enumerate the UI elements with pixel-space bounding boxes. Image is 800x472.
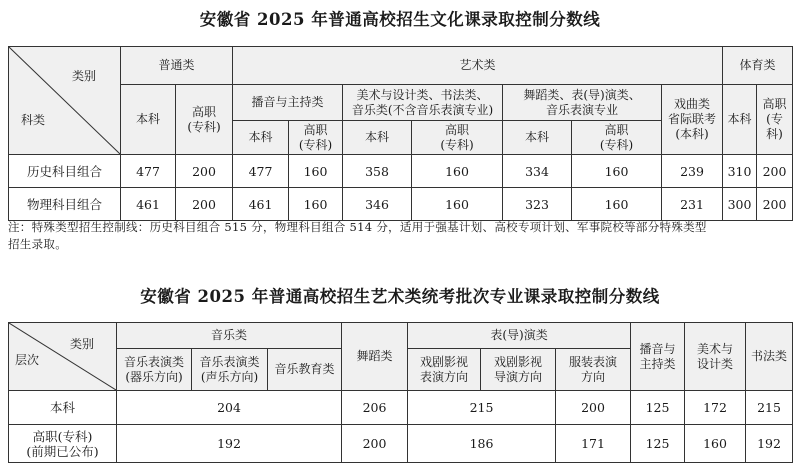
cell: 231 [662, 188, 723, 221]
group-putong: 普通类 [121, 47, 233, 85]
table1-note: 注：特殊类型招生控制线：历史科目组合 515 分，物理科目组合 514 分，适用于强基计划、高校专项计划、军事院校等部分特殊类型 招生录取。 [8, 220, 707, 251]
cell: 200 [757, 155, 793, 188]
cell: 160 [412, 188, 503, 221]
cell: 323 [503, 188, 572, 221]
cell: 160 [412, 155, 503, 188]
cell-yinyue: 204 [117, 391, 342, 425]
meishu-gaozhi-header: 高职 (专科) [412, 121, 503, 155]
putong-gaozhi-header: 高职 (专科) [176, 85, 233, 155]
cell-wudao: 206 [342, 391, 408, 425]
cell: 300 [723, 188, 757, 221]
group-tiyu: 体育类 [723, 47, 793, 85]
table-row [9, 425, 793, 463]
table2-corner-category: 类别 [69, 337, 94, 351]
sub-fuzhuang-header: 服装表演 方向 [556, 349, 631, 391]
cell-biaoyan: 215 [408, 391, 556, 425]
cell-meishu: 172 [685, 391, 746, 425]
table2-corner-level: 层次 [15, 353, 40, 367]
cell: 461 [233, 188, 289, 221]
cell: 477 [233, 155, 289, 188]
cell-shufa: 215 [746, 391, 793, 425]
cell-wudao: 200 [342, 425, 408, 463]
sub-wudao-header: 舞蹈类、表(导)演类、 音乐表演专业 [503, 85, 662, 121]
meishu-benke-header: 本科 [343, 121, 412, 155]
table-row [9, 155, 793, 188]
group-wudao: 舞蹈类 [342, 323, 408, 391]
cell-fuzhuang: 171 [556, 425, 631, 463]
wudao-benke-header: 本科 [503, 121, 572, 155]
sub-jiaoyu-header: 音乐教育类 [268, 349, 342, 391]
sub-qiyue-header: 音乐表演类 (器乐方向) [117, 349, 192, 391]
sub-shengyue-header: 音乐表演类 (声乐方向) [192, 349, 268, 391]
group-meishu: 美术与 设计类 [685, 323, 746, 391]
cell: 160 [572, 155, 662, 188]
group-yishu: 艺术类 [233, 47, 723, 85]
cell: 160 [289, 188, 343, 221]
group-bochi: 播音与 主持类 [631, 323, 685, 391]
sub-xiju-biao-header: 戏剧影视 表演方向 [408, 349, 481, 391]
cell: 200 [176, 188, 233, 221]
putong-benke-header: 本科 [121, 85, 176, 155]
cell: 160 [572, 188, 662, 221]
bochi-gaozhi-header: 高职 (专科) [289, 121, 343, 155]
cell-fuzhuang: 200 [556, 391, 631, 425]
cell: 461 [121, 188, 176, 221]
cell-meishu: 160 [685, 425, 746, 463]
cell: 239 [662, 155, 723, 188]
cell: 358 [343, 155, 412, 188]
cell: 346 [343, 188, 412, 221]
table-row [9, 188, 793, 221]
art-score-table [8, 322, 793, 463]
tiyu-benke-header: 本科 [723, 85, 757, 155]
cell: 477 [121, 155, 176, 188]
group-biaoyan: 表(导)演类 [408, 323, 631, 349]
row-label: 高职(专科) (前期已公布) [9, 425, 117, 463]
sub-xiju-dao-header: 戏剧影视 导演方向 [481, 349, 556, 391]
table-row [9, 391, 793, 425]
table1-corner-category: 类别 [71, 69, 96, 83]
group-yinyue: 音乐类 [117, 323, 342, 349]
bochi-benke-header: 本科 [233, 121, 289, 155]
cell-biaoyan: 186 [408, 425, 556, 463]
cell: 200 [757, 188, 793, 221]
cell: 200 [176, 155, 233, 188]
row-label: 历史科目组合 [9, 155, 121, 188]
cell: 334 [503, 155, 572, 188]
table1-corner-cell [9, 47, 121, 155]
table1-corner-subject: 科类 [21, 113, 46, 127]
cell: 160 [289, 155, 343, 188]
cultural-score-table [8, 46, 793, 221]
cell-shufa: 192 [746, 425, 793, 463]
table1-title: 安徽省 2025 年普通高校招生文化课录取控制分数线 [199, 10, 601, 29]
sub-xiqu-header: 戏曲类 省际联考 (本科) [662, 85, 723, 155]
row-label: 本科 [9, 391, 117, 425]
sub-meishu-header: 美术与设计类、书法类、 音乐类(不含音乐表演专业) [343, 85, 503, 121]
table2-title: 安徽省 2025 年普通高校招生艺术类统考批次专业课录取控制分数线 [140, 287, 660, 306]
cell-bochi: 125 [631, 425, 685, 463]
cell-yinyue: 192 [117, 425, 342, 463]
wudao-gaozhi-header: 高职 (专科) [572, 121, 662, 155]
cell: 310 [723, 155, 757, 188]
sub-bochi-header: 播音与主持类 [233, 85, 343, 121]
group-shufa: 书法类 [746, 323, 793, 391]
row-label: 物理科目组合 [9, 188, 121, 221]
table2-corner-cell [9, 323, 117, 391]
tiyu-gaozhi-header: 高职 (专科) [757, 85, 793, 155]
cell-bochi: 125 [631, 391, 685, 425]
